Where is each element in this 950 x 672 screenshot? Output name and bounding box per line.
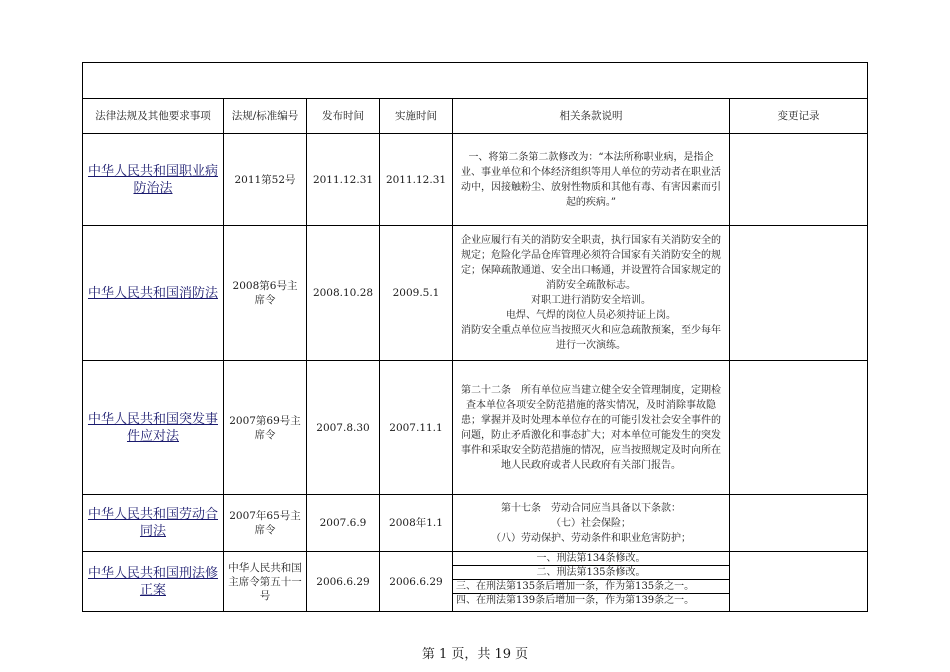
table-row	[83, 495, 868, 552]
clause-cell	[453, 361, 730, 495]
table-header-row	[83, 99, 868, 134]
clause-text: 对职工进行消防安全培训。	[531, 295, 651, 306]
effective-date-cell: 2009.5.1	[380, 226, 453, 361]
table-row	[83, 226, 868, 361]
law-name-cell	[83, 552, 224, 612]
law-link-fire-protection[interactable]: 中华人民共和国消防法	[87, 285, 218, 301]
clause-cell	[453, 226, 730, 361]
clause-text: 四、在刑法第139条后增加一条，作为第139条之一。	[456, 595, 695, 606]
law-link-occupational-disease[interactable]: 中华人民共和国职业病防治法	[87, 163, 218, 196]
clause-text: （七）社会保险；	[551, 517, 631, 529]
clause-text: 二、刑法第135条修改。	[453, 566, 729, 580]
change-record-cell	[730, 495, 868, 552]
clause-text: 消防安全重点单位应当按照灭火和应急疏散预案，至少每年进行一次演练。	[461, 325, 721, 351]
header-change-record: 变更记录	[730, 99, 868, 134]
law-link-emergency-response[interactable]: 中华人民共和国突发事件应对法	[87, 411, 218, 444]
law-link-criminal-law-amendment[interactable]: 中华人民共和国刑法修正案	[87, 565, 218, 598]
effective-date-cell: 2007.11.1	[380, 361, 453, 495]
law-name-cell	[83, 134, 224, 226]
clause-cell	[453, 134, 730, 226]
table-row	[83, 134, 868, 226]
table-row	[83, 361, 868, 495]
header-published-date: 发布时间	[307, 99, 380, 134]
effective-date-cell: 2006.6.29	[380, 552, 453, 612]
standard-number-cell: 中华人民共和国主席令第五十一号	[224, 552, 307, 612]
clause-cell	[453, 552, 730, 612]
table-row	[83, 552, 868, 612]
published-date-cell: 2011.12.31	[307, 134, 380, 226]
change-record-cell	[730, 134, 868, 226]
header-clause-description: 相关条款说明	[453, 99, 730, 134]
clause-text: 电焊、气焊的岗位人员必须持证上岗。	[506, 310, 676, 321]
effective-date-cell: 2011.12.31	[380, 134, 453, 226]
law-name-cell	[83, 361, 224, 495]
clause-text: 第十七条 劳动合同应当具备以下条款：	[501, 502, 681, 514]
clause-text: 第二十二条 所有单位应当建立健全安全管理制度，定期检查本单位各项安全防范措施的落实情况，及时消除事故隐患；掌握并及时处理本单位存在的可能引发社会安全事件的问题，防止矛盾激化和事态扩大；对本单位可能发生的突发事件和采取安全防范措施的情况，应当按照规定及时向所在地人民政府或者人民政府有关部门报告。	[461, 384, 721, 471]
published-date-cell: 2007.8.30	[307, 361, 380, 495]
change-record-cell	[730, 226, 868, 361]
published-date-cell: 2007.6.9	[307, 495, 380, 552]
change-record-cell	[730, 361, 868, 495]
standard-number-cell: 2008第6号主席令	[224, 226, 307, 361]
law-name-cell	[83, 495, 224, 552]
standard-number-cell: 2011第52号	[224, 134, 307, 226]
clause-text: 一、将第二条第二款修改为：“本法所称职业病，是指企业、事业单位和个体经济组织等用人单位的劳动者在职业活动中，因接触粉尘、放射性物质和其他有毒、有害因素而引起的疾病。”	[461, 151, 721, 208]
clause-text: （八）劳动保护、劳动条件和职业危害防护；	[491, 532, 691, 544]
page-footer: 第 1 页，共 19 页	[421, 647, 529, 662]
regulations-table	[82, 62, 868, 612]
table-title-row	[83, 63, 868, 99]
standard-number-cell: 2007第69号主席令	[224, 361, 307, 495]
clause-text: 一、刑法第134条修改。	[453, 552, 729, 566]
law-link-labor-contract[interactable]: 中华人民共和国劳动合同法	[87, 507, 218, 539]
standard-number-cell: 2007年65号主席令	[224, 495, 307, 552]
header-effective-date: 实施时间	[380, 99, 453, 134]
effective-date-cell: 2008年1.1	[380, 495, 453, 552]
table-title	[83, 63, 868, 99]
clause-text: 企业应履行有关的消防安全职责，执行国家有关消防安全的规定；危险化学品仓库管理必须符合国家有关消防安全的规定；保障疏散通道、安全出口畅通，并设置符合国家规定的消防安全疏散标志。	[461, 235, 721, 291]
change-record-cell	[730, 552, 868, 612]
clause-cell	[453, 495, 730, 552]
law-name-cell	[83, 226, 224, 361]
clause-text: 三、在刑法第135条后增加一条，作为第135条之一。	[453, 580, 729, 594]
header-law-name: 法律法规及其他要求事项	[83, 99, 224, 134]
published-date-cell: 2006.6.29	[307, 552, 380, 612]
header-standard-number: 法规/标准编号	[224, 99, 307, 134]
published-date-cell: 2008.10.28	[307, 226, 380, 361]
